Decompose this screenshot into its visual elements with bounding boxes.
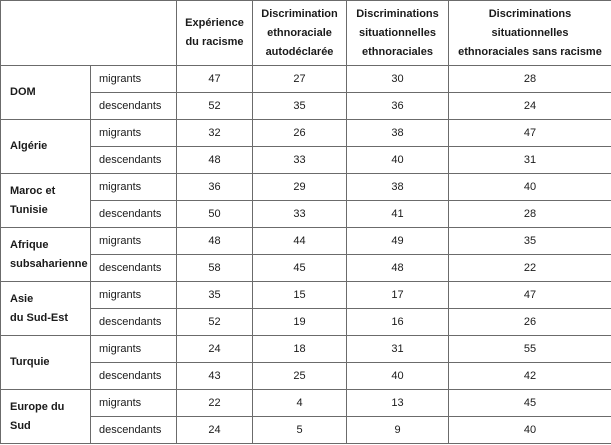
- table-body: [1, 66, 611, 444]
- value-cell: 40: [449, 417, 611, 444]
- region-label: DOM: [10, 86, 36, 98]
- value-cell: 27: [253, 66, 347, 93]
- region-turquie: [1, 336, 91, 390]
- region-algerie: [1, 120, 91, 174]
- value-cell: 28: [449, 66, 611, 93]
- value-cell: 35: [177, 282, 253, 309]
- value-cell: 13: [347, 390, 449, 417]
- header-discriminations-situationnelles: Discriminations situationnelles ethnoraciales: [347, 1, 449, 66]
- table-row: [1, 390, 611, 417]
- region-label: Maroc et Tunisie: [10, 184, 56, 216]
- header-discrimination-autodeclaree: Discrimination ethnoraciale autodéclarée: [253, 1, 347, 66]
- region-afrique-subsaharienne: [1, 228, 91, 282]
- value-cell: 4: [253, 390, 347, 417]
- value-cell: 35: [449, 228, 611, 255]
- value-cell: 47: [449, 120, 611, 147]
- value-cell: 58: [177, 255, 253, 282]
- value-cell: 25: [253, 363, 347, 390]
- table-row: [1, 417, 611, 444]
- table-row: [1, 336, 611, 363]
- value-cell: 31: [449, 147, 611, 174]
- region-label: Europe du Sud: [10, 400, 65, 432]
- region-label: Afrique subsaharienne: [10, 238, 88, 270]
- table-row: [1, 93, 611, 120]
- value-cell: 40: [347, 363, 449, 390]
- value-cell: 50: [177, 201, 253, 228]
- region-dom: [1, 66, 91, 120]
- table-row: [1, 147, 611, 174]
- value-cell: 48: [177, 228, 253, 255]
- value-cell: 40: [449, 174, 611, 201]
- row-label-migrants: migrants: [91, 66, 177, 93]
- value-cell: 18: [253, 336, 347, 363]
- value-cell: 55: [449, 336, 611, 363]
- row-label-migrants: migrants: [91, 390, 177, 417]
- value-cell: 52: [177, 93, 253, 120]
- header-discriminations-sans-racisme: Discriminations situationnelles ethnoraciales sans racisme: [449, 1, 611, 66]
- value-cell: 33: [253, 201, 347, 228]
- value-cell: 45: [253, 255, 347, 282]
- value-cell: 22: [449, 255, 611, 282]
- value-cell: 15: [253, 282, 347, 309]
- table-row: [1, 120, 611, 147]
- value-cell: 48: [347, 255, 449, 282]
- value-cell: 38: [347, 120, 449, 147]
- value-cell: 31: [347, 336, 449, 363]
- value-cell: 28: [449, 201, 611, 228]
- row-label-descendants: descendants: [91, 255, 177, 282]
- value-cell: 26: [449, 309, 611, 336]
- region-europe-du-sud: [1, 390, 91, 444]
- row-label-migrants: migrants: [91, 282, 177, 309]
- value-cell: 48: [177, 147, 253, 174]
- value-cell: 43: [177, 363, 253, 390]
- value-cell: 38: [347, 174, 449, 201]
- table-row: [1, 363, 611, 390]
- table-row: [1, 228, 611, 255]
- value-cell: 42: [449, 363, 611, 390]
- table-row: [1, 174, 611, 201]
- table-row: [1, 255, 611, 282]
- value-cell: 40: [347, 147, 449, 174]
- region-label: Turquie: [10, 356, 50, 368]
- value-cell: 45: [449, 390, 611, 417]
- row-label-descendants: descendants: [91, 147, 177, 174]
- value-cell: 33: [253, 147, 347, 174]
- row-label-descendants: descendants: [91, 417, 177, 444]
- row-label-migrants: migrants: [91, 336, 177, 363]
- row-label-descendants: descendants: [91, 309, 177, 336]
- region-asie-du-sud-est: [1, 282, 91, 336]
- value-cell: 47: [449, 282, 611, 309]
- value-cell: 24: [177, 336, 253, 363]
- region-maroc-et-tunisie: [1, 174, 91, 228]
- region-label: Asie du Sud-Est: [10, 292, 69, 324]
- value-cell: 9: [347, 417, 449, 444]
- row-label-migrants: migrants: [91, 120, 177, 147]
- row-label-descendants: descendants: [91, 201, 177, 228]
- value-cell: 36: [177, 174, 253, 201]
- value-cell: 29: [253, 174, 347, 201]
- table-row: [1, 66, 611, 93]
- table-row: [1, 309, 611, 336]
- value-cell: 19: [253, 309, 347, 336]
- row-label-migrants: migrants: [91, 174, 177, 201]
- value-cell: 32: [177, 120, 253, 147]
- value-cell: 5: [253, 417, 347, 444]
- value-cell: 35: [253, 93, 347, 120]
- table-row: [1, 282, 611, 309]
- value-cell: 24: [449, 93, 611, 120]
- header-corner: [1, 1, 177, 66]
- value-cell: 36: [347, 93, 449, 120]
- row-label-descendants: descendants: [91, 363, 177, 390]
- region-label: Algérie: [10, 140, 48, 152]
- header-experience-racisme: Expérience du racisme: [177, 1, 253, 66]
- value-cell: 30: [347, 66, 449, 93]
- value-cell: 17: [347, 282, 449, 309]
- value-cell: 26: [253, 120, 347, 147]
- row-label-descendants: descendants: [91, 93, 177, 120]
- table-row: [1, 201, 611, 228]
- value-cell: 44: [253, 228, 347, 255]
- value-cell: 49: [347, 228, 449, 255]
- value-cell: 52: [177, 309, 253, 336]
- value-cell: 16: [347, 309, 449, 336]
- row-label-migrants: migrants: [91, 228, 177, 255]
- value-cell: 47: [177, 66, 253, 93]
- value-cell: 22: [177, 390, 253, 417]
- value-cell: 41: [347, 201, 449, 228]
- header-row: [1, 1, 611, 66]
- value-cell: 24: [177, 417, 253, 444]
